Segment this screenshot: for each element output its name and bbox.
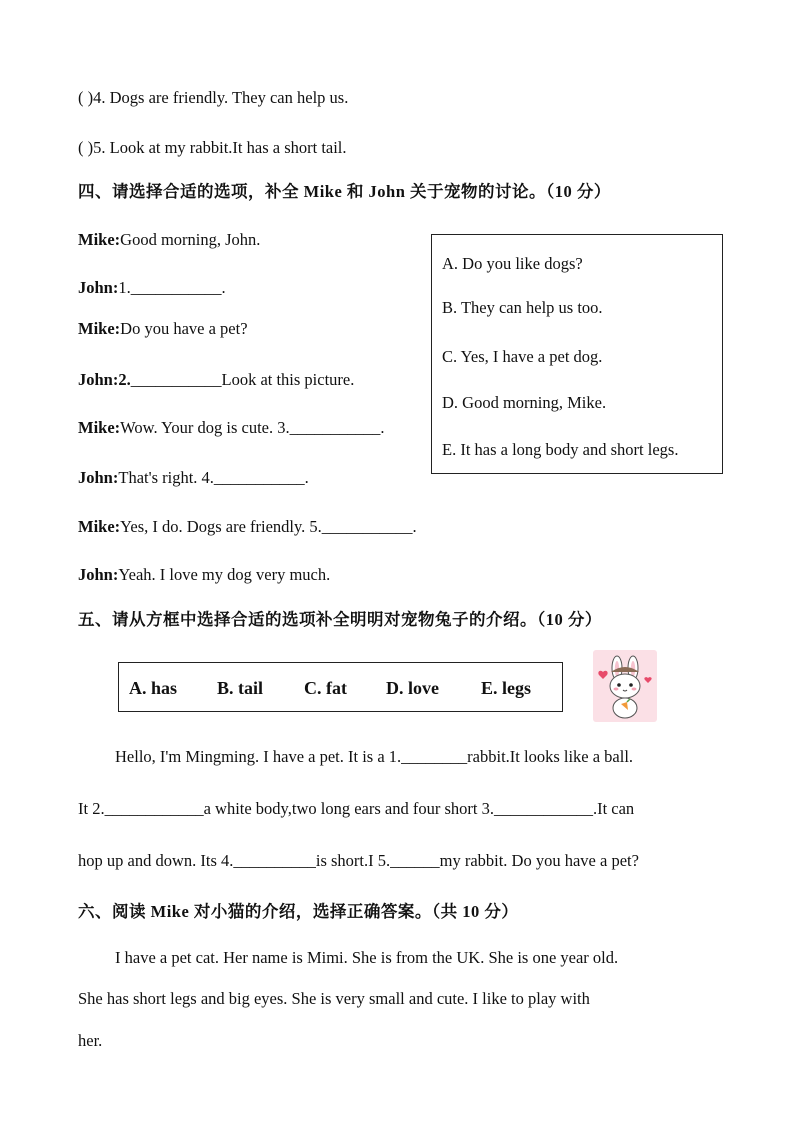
option-c: C. Yes, I have a pet dog. <box>442 347 603 366</box>
dialogue-line <box>78 517 417 537</box>
speaker: John: <box>78 565 119 584</box>
section-6-heading: 六、阅读 Mike 对小猫的介绍，选择正确答案。（共 10 分） <box>78 902 519 921</box>
dialogue-text: 1.___________. <box>118 278 226 297</box>
dialogue-text: Good morning, John. <box>120 230 261 249</box>
dialogue-line <box>78 468 309 488</box>
dialogue-text: That's right. 4.___________. <box>118 468 309 487</box>
passage-line-1: Hello, I'm Mingming. I have a pet. It is a 1.________rabbit.It looks like a ball. <box>115 747 634 766</box>
speaker: John: <box>78 278 119 297</box>
reading-line-2: She has short legs and big eyes. She is very small and cute. I like to play with <box>78 989 590 1008</box>
dialogue-text: Do you have a pet? <box>120 319 248 338</box>
reading-line-1: I have a pet cat. Her name is Mimi. She is from the UK. She is one year old. <box>115 948 619 967</box>
word-option-d: D. love <box>386 678 439 698</box>
dialogue-line <box>78 278 226 298</box>
passage-line-3: hop up and down. Its 4.__________is short.I 5.______my rabbit. Do you have a pet? <box>78 851 639 870</box>
word-bank <box>118 662 563 712</box>
word-option-a: A. has <box>129 678 178 698</box>
speaker: Mike: <box>78 230 121 249</box>
option-b: B. They can help us too. <box>442 298 603 317</box>
word-option-e: E. legs <box>481 678 532 698</box>
options-box <box>431 234 723 474</box>
word-option-b: B. tail <box>217 678 264 698</box>
rabbit-image <box>593 650 657 722</box>
reading-line-3: her. <box>78 1031 103 1050</box>
rabbit-illustration <box>593 650 657 722</box>
section-5-heading: 五、请从方框中选择合适的选项补全明明对宠物兔子的介绍。（10 分） <box>78 610 602 629</box>
question-5: ( )5. Look at my rabbit.It has a short tail. <box>78 138 347 157</box>
word-option-c: C. fat <box>304 678 347 698</box>
speaker: Mike: <box>78 319 121 338</box>
dialogue-line <box>78 230 260 250</box>
dialogue-text: Wow. Your dog is cute. 3.___________. <box>120 418 385 437</box>
speaker: John: <box>78 468 119 487</box>
speaker: John:2. <box>78 370 131 389</box>
passage-line-2: It 2.____________a white body,two long ears and four short 3.____________.It can <box>78 799 635 818</box>
speaker: Mike: <box>78 517 121 536</box>
dialogue-line <box>78 370 354 390</box>
dialogue-text: Yes, I do. Dogs are friendly. 5.___________. <box>120 517 417 536</box>
dialogue-line <box>78 565 330 585</box>
option-a: A. Do you like dogs? <box>442 254 583 273</box>
dialogue-text: ___________Look at this picture. <box>130 370 355 389</box>
option-e: E. It has a long body and short legs. <box>442 440 679 459</box>
section-4-heading: 四、请选择合适的选项，补全 Mike 和 John 关于宠物的讨论。（10 分） <box>78 182 611 201</box>
dialogue-line <box>78 418 385 438</box>
dialogue-text: Yeah. I love my dog very much. <box>118 565 331 584</box>
speaker: Mike: <box>78 418 121 437</box>
dialogue-line <box>78 319 248 339</box>
question-4: ( )4. Dogs are friendly. They can help us. <box>78 88 349 107</box>
option-d: D. Good morning, Mike. <box>442 393 607 412</box>
